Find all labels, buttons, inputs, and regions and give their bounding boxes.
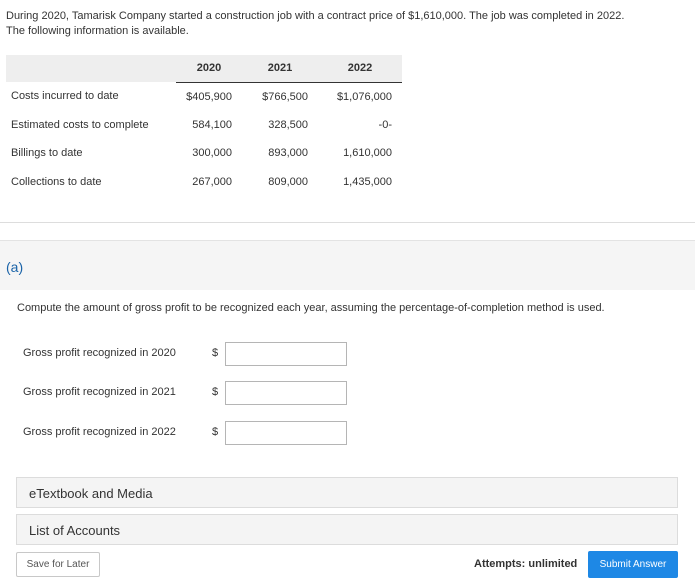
part-label: (a)	[6, 259, 24, 275]
table-row	[6, 82, 402, 111]
table-header-2021: 2021	[242, 55, 318, 82]
part-a-header	[0, 240, 695, 290]
answer-row-2022	[23, 421, 353, 445]
cell-value: $405,900	[186, 90, 232, 103]
answer-row-2021	[23, 381, 353, 405]
currency-symbol: $	[212, 386, 219, 398]
cost-info-table	[6, 55, 402, 196]
currency-symbol: $	[212, 426, 219, 438]
cell-value: $766,500	[262, 90, 308, 103]
table-row	[6, 111, 402, 140]
cell-value: 300,000	[192, 147, 232, 160]
list-of-accounts-panel[interactable]	[16, 514, 678, 545]
cell-value: 893,000	[268, 147, 308, 160]
row-label: Billings to date	[11, 147, 83, 160]
answer-row-2020	[23, 342, 353, 366]
answer-label: Gross profit recognized in 2021	[23, 386, 176, 398]
table-row	[6, 139, 402, 168]
cell-value: 328,500	[268, 118, 308, 131]
answer-label: Gross profit recognized in 2020	[23, 347, 176, 359]
currency-symbol: $	[212, 347, 219, 359]
etextbook-panel[interactable]	[16, 477, 678, 508]
cell-value: 1,435,000	[343, 175, 392, 188]
row-label: Estimated costs to complete	[11, 118, 149, 131]
cell-value: -0-	[378, 118, 392, 131]
save-for-later-button[interactable]: Save for Later	[16, 552, 100, 577]
table-header-2020: 2020	[176, 55, 242, 82]
intro-line-2: The following information is available.	[6, 25, 189, 37]
cell-value: 809,000	[268, 175, 308, 188]
answer-label: Gross profit recognized in 2022	[23, 426, 176, 438]
table-header-2022: 2022	[318, 55, 402, 82]
gross-profit-2020-input[interactable]	[225, 342, 347, 366]
list-of-accounts-label: List of Accounts	[29, 523, 121, 538]
table-header-row	[6, 55, 402, 82]
cell-value: 1,610,000	[343, 147, 392, 160]
table-header-blank	[6, 55, 176, 82]
cell-value: $1,076,000	[336, 90, 392, 103]
cell-value: 584,100	[192, 118, 232, 131]
etextbook-label: eTextbook and Media	[29, 486, 153, 501]
section-divider	[0, 222, 695, 223]
submit-answer-button[interactable]: Submit Answer	[588, 551, 678, 578]
problem-intro	[6, 9, 686, 39]
row-label: Collections to date	[11, 175, 102, 188]
intro-line-1: During 2020, Tamarisk Company started a construction job with a contract price of $1,610,000. The job was completed in 2022.	[6, 10, 625, 22]
gross-profit-2022-input[interactable]	[225, 421, 347, 445]
question-text: Compute the amount of gross profit to be recognized each year, assuming the percentage-of-completion method is used.	[17, 302, 605, 314]
attempts-text: Attempts: unlimited	[474, 558, 578, 570]
cell-value: 267,000	[192, 175, 232, 188]
row-label: Costs incurred to date	[11, 90, 119, 103]
gross-profit-2021-input[interactable]	[225, 381, 347, 405]
table-row	[6, 168, 402, 197]
